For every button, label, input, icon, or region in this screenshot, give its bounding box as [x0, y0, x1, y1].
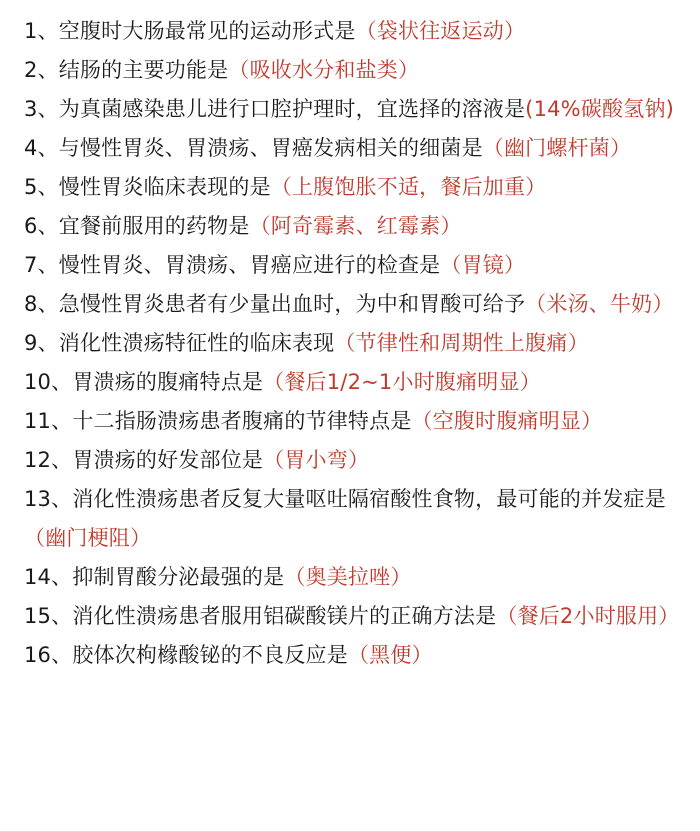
qa-item-11	[24, 402, 682, 441]
question-text: 空腹时大肠最常见的运动形式是	[58, 19, 356, 43]
item-number: 16、	[24, 643, 73, 667]
answer-text: （吸收水分和盐类）	[228, 58, 420, 82]
item-number: 10、	[24, 370, 73, 394]
qa-item-3	[24, 90, 682, 129]
answer-text: （米汤、牛奶）	[525, 292, 674, 316]
question-text: 为真菌感染患儿进行口腔护理时，宜选择的溶液是	[58, 97, 526, 121]
answer-text: （餐后2小时服用）	[496, 604, 680, 628]
answer-text: （上腹饱胀不适，餐后加重）	[270, 175, 547, 199]
qa-item-5	[24, 168, 682, 207]
item-number: 11、	[24, 409, 73, 433]
question-text: 胶体次枸橼酸铋的不良反应是	[72, 643, 348, 667]
answer-text: （幽门螺杆菌）	[482, 136, 632, 160]
answer-text: （黑便）	[347, 643, 433, 667]
qa-item-9	[24, 324, 682, 363]
answer-text: （阿奇霉素、红霉素）	[249, 214, 462, 238]
question-text: 抑制胃酸分泌最强的是	[72, 565, 285, 589]
answer-text: （幽门梗阻）	[24, 526, 152, 550]
answer-text: （空腹时腹痛明显）	[411, 409, 603, 433]
qa-item-7	[24, 246, 682, 285]
question-text: 宜餐前服用的药物是	[58, 214, 250, 238]
qa-item-14	[24, 558, 682, 597]
question-text: 结肠的主要功能是	[58, 58, 229, 82]
item-number: 13、	[24, 487, 73, 511]
item-number: 6、	[24, 214, 59, 238]
qa-item-4	[24, 129, 682, 168]
qa-item-13	[24, 480, 682, 558]
item-number: 3、	[24, 97, 59, 121]
question-text: 与慢性胃炎、胃溃疡、胃癌发病相关的细菌是	[58, 136, 483, 160]
question-text: 十二指肠溃疡患者腹痛的节律特点是	[72, 409, 412, 433]
item-number: 15、	[24, 604, 73, 628]
question-text: 慢性胃炎临床表现的是	[58, 175, 271, 199]
qa-item-12	[24, 441, 682, 480]
question-text: 慢性胃炎、胃溃疡、胃癌应进行的检查是	[58, 253, 441, 277]
item-number: 7、	[24, 253, 59, 277]
question-text: 消化性溃疡特征性的临床表现	[58, 331, 335, 355]
question-text: 胃溃疡的腹痛特点是	[72, 370, 264, 394]
qa-item-15	[24, 597, 682, 636]
item-number: 12、	[24, 448, 73, 472]
item-number: 9、	[24, 331, 59, 355]
item-number: 2、	[24, 58, 59, 82]
item-number: 4、	[24, 136, 59, 160]
qa-item-1	[24, 12, 682, 51]
answer-text: （胃镜）	[440, 253, 526, 277]
qa-item-8	[24, 285, 682, 324]
qa-item-16	[24, 636, 682, 675]
question-text: 消化性溃疡患者服用铝碳酸镁片的正确方法是	[72, 604, 497, 628]
answer-text: （奥美拉唑）	[284, 565, 412, 589]
answer-text: （餐后1/2~1小时腹痛明显）	[263, 370, 541, 394]
qa-item-10	[24, 363, 682, 402]
question-text: 急慢性胃炎患者有少量出血时，为中和胃酸可给予	[58, 292, 526, 316]
question-text: 胃溃疡的好发部位是	[72, 448, 264, 472]
item-number: 8、	[24, 292, 59, 316]
item-number: 14、	[24, 565, 73, 589]
answer-text: （胃小弯）	[263, 448, 370, 472]
question-text: 消化性溃疡患者反复大量呕吐隔宿酸性食物，最可能的并发症是	[72, 487, 666, 511]
qa-item-6	[24, 207, 682, 246]
item-number: 1、	[24, 19, 59, 43]
item-number: 5、	[24, 175, 59, 199]
answer-text: （节律性和周期性上腹痛）	[334, 331, 589, 355]
qa-item-2	[24, 51, 682, 90]
answer-text: （袋状往返运动）	[355, 19, 526, 43]
answer-text: (14%碳酸氢钠)	[525, 97, 675, 121]
